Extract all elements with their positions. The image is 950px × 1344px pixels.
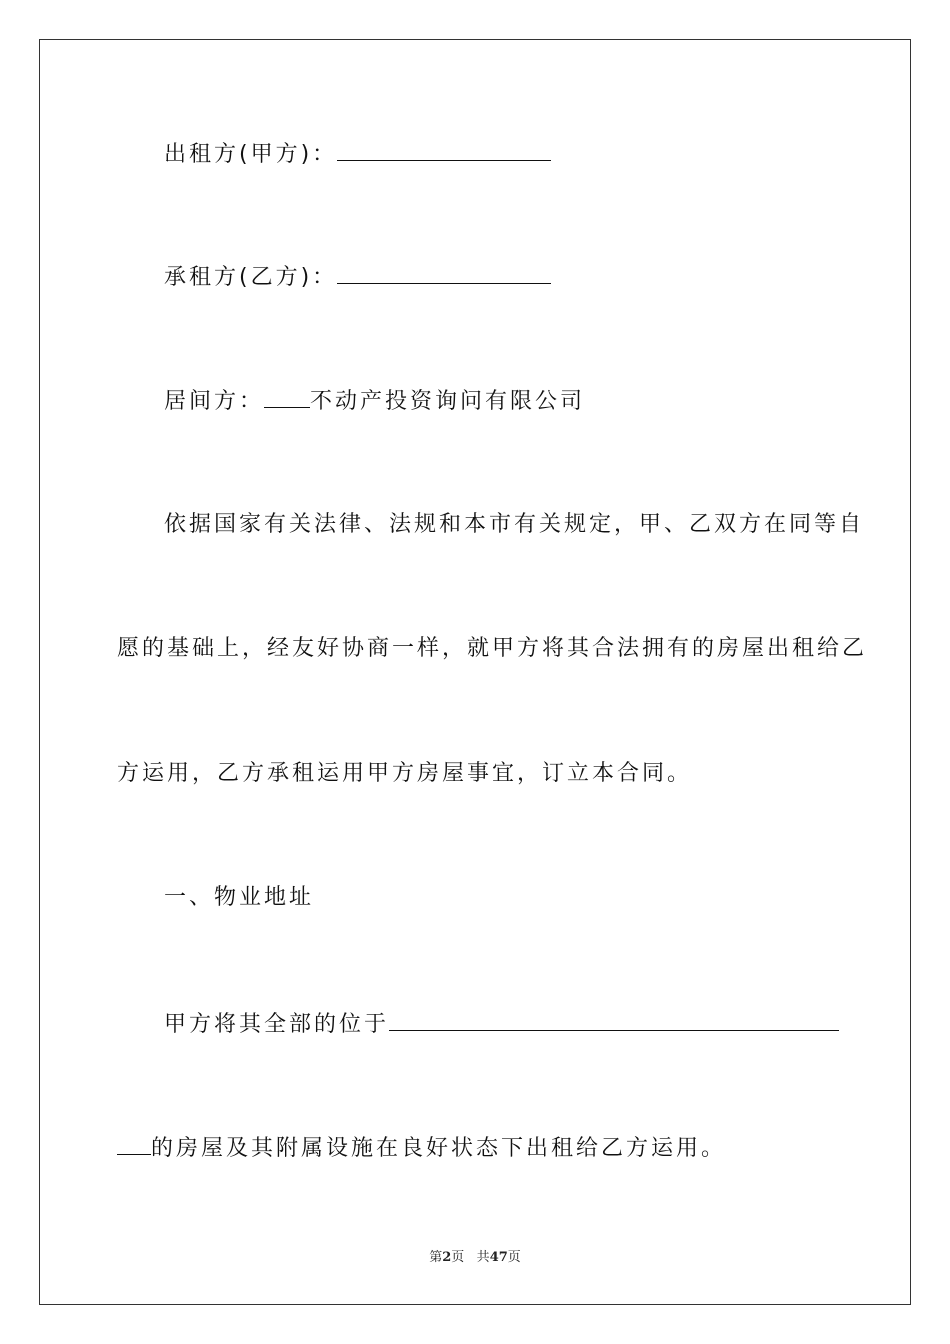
section-title: 一、物业地址 <box>164 885 315 910</box>
address-line-1 <box>164 1008 839 1040</box>
footer-page-suffix: 页 <box>451 1250 465 1265</box>
footer-prefix: 第 <box>429 1250 443 1265</box>
page-footer <box>0 1246 950 1265</box>
preamble-line-2: 愿的基础上，经友好协商一样，就甲方将其合法拥有的房屋出租给乙 <box>117 636 868 661</box>
lessee-blank[interactable] <box>337 261 551 284</box>
address-lead-text: 甲方将其全部的位于 <box>164 1012 390 1037</box>
footer-page-number: 2 <box>442 1250 452 1265</box>
lessor-label: 出租方(甲方)： <box>164 142 338 167</box>
footer-total-suffix: 页 <box>507 1250 521 1265</box>
footer-total-pages: 47 <box>489 1250 508 1265</box>
lessee-label: 承租方(乙方)： <box>164 265 338 290</box>
page-border <box>39 39 911 1305</box>
address-blank[interactable] <box>389 1008 839 1031</box>
footer-total-prefix: 共 <box>476 1250 490 1265</box>
lessor-blank[interactable] <box>337 138 551 161</box>
address-blank-cont[interactable] <box>117 1132 151 1155</box>
broker-line <box>164 385 585 417</box>
broker-label: 居间方： <box>164 389 265 414</box>
preamble-line-1: 依据国家有关法律、法规和本市有关规定，甲、乙双方在同等自 <box>164 512 865 537</box>
broker-blank[interactable] <box>264 385 310 408</box>
broker-name: 不动产投资询问有限公司 <box>310 389 586 414</box>
address-line-2 <box>117 1132 726 1164</box>
lessor-line <box>164 138 551 170</box>
address-tail-text: 的房屋及其附属设施在良好状态下出租给乙方运用。 <box>151 1136 727 1161</box>
lessee-line <box>164 261 551 293</box>
preamble-line-3: 方运用，乙方承租运用甲方房屋事宜，订立本合同。 <box>117 761 693 786</box>
